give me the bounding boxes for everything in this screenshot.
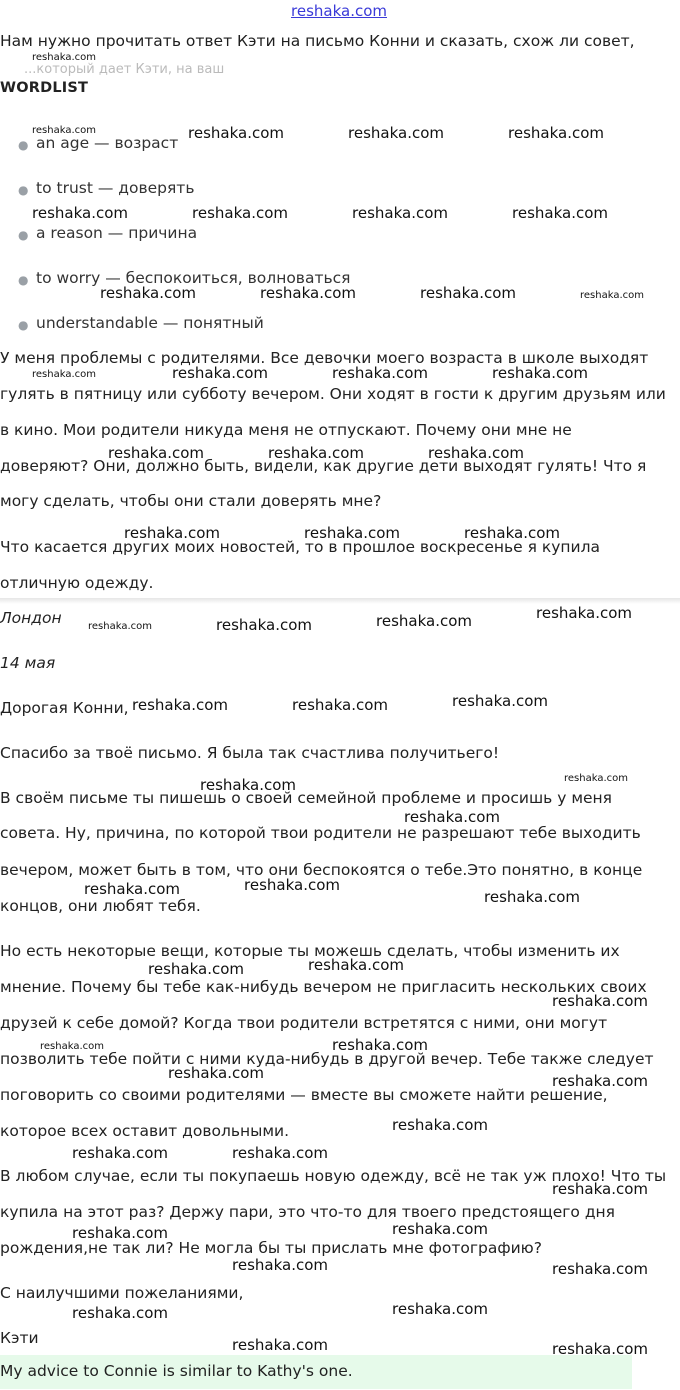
kathy-letter-line: которое всех оставит довольными. [0, 1122, 290, 1140]
bullet-icon: ● [18, 273, 29, 287]
kathy-letter-line: рождения,не так ли? Не могла бы ты прислать мне фотографию? [0, 1239, 542, 1257]
watermark: reshaka.com [32, 204, 128, 222]
watermark: reshaka.com [124, 524, 220, 542]
kathy-letter-line: Спасибо за твоё письмо. Я была так счастлива получитьего! [0, 744, 500, 762]
watermark: reshaka.com [332, 1036, 428, 1054]
wordlist-item: to trust — доверять [36, 179, 195, 197]
bullet-icon: ● [18, 138, 29, 152]
watermark: reshaka.com [188, 124, 284, 142]
watermark: reshaka.com [72, 1304, 168, 1322]
watermark: reshaka.com [392, 1116, 488, 1134]
kathy-letter-line: Дорогая Конни, [0, 699, 129, 717]
kathy-letter-signature: Кэти [0, 1329, 39, 1347]
bullet-icon: ● [18, 228, 29, 242]
kathy-letter-line: купила на этот раз? Держу пари, это что-то для твоего предстоящего дня [0, 1203, 615, 1221]
watermark: reshaka.com [392, 1300, 488, 1318]
watermark: reshaka.com [376, 612, 472, 630]
watermark: reshaka.com [552, 1340, 648, 1358]
watermark: reshaka.com [508, 124, 604, 142]
watermark: reshaka.com [232, 1336, 328, 1354]
watermark: reshaka.com [464, 524, 560, 542]
watermark: reshaka.com [492, 364, 588, 382]
watermark: reshaka.com [536, 604, 632, 622]
watermark: reshaka.com [84, 880, 180, 898]
watermark: reshaka.com [292, 696, 388, 714]
kathy-letter-line: концов, они любят тебя. [0, 897, 201, 915]
kathy-letter-line: В любом случае, если ты покупаешь новую одежду, всё не так уж плохо! Что ты [0, 1167, 667, 1185]
watermark: reshaka.com [32, 125, 96, 136]
watermark: reshaka.com [392, 1220, 488, 1238]
kathy-letter-line: Но есть некоторые вещи, которые ты можешь сделать, чтобы изменить их [0, 942, 620, 960]
watermark: reshaka.com [428, 444, 524, 462]
bullet-icon: ● [18, 318, 29, 332]
watermark: reshaka.com [352, 204, 448, 222]
watermark: reshaka.com [32, 52, 96, 63]
watermark: reshaka.com [132, 696, 228, 714]
connie-letter-line: гулять в пятницу или субботу вечером. Они ходят в гости к другим друзьям или [0, 385, 666, 403]
watermark: reshaka.com [148, 960, 244, 978]
watermark: reshaka.com [232, 1144, 328, 1162]
watermark: reshaka.com [108, 444, 204, 462]
connie-letter-line: в кино. Мои родители никуда меня не отпускают. Почему они мне не [0, 421, 572, 439]
connie-letter-line: Что касается других моих новостей, то в прошлое воскресенье я купила [0, 538, 600, 556]
watermark: reshaka.com [332, 364, 428, 382]
letter-date: 14 мая [0, 654, 56, 672]
wordlist-item: a reason — причина [36, 224, 198, 242]
watermark: reshaka.com [348, 124, 444, 142]
watermark: reshaka.com [40, 1041, 104, 1052]
watermark: reshaka.com [72, 1144, 168, 1162]
watermark: reshaka.com [216, 616, 312, 634]
kathy-letter-line: друзей к себе домой? Когда твои родители встретятся с ними, они могут [0, 1014, 608, 1032]
watermark: reshaka.com [100, 284, 196, 302]
answer-text: My advice to Connie is similar to Kathy's one. [0, 1362, 353, 1380]
site-link[interactable]: reshaka.com [291, 2, 387, 20]
connie-letter-line: доверяют? Они, должно быть, видели, как другие дети выходят гулять! Что я [0, 457, 647, 475]
watermark: reshaka.com [200, 776, 296, 794]
wordlist-item: an age — возраст [36, 134, 179, 152]
watermark: reshaka.com [552, 1072, 648, 1090]
watermark: reshaka.com [244, 876, 340, 894]
watermark: reshaka.com [452, 692, 548, 710]
kathy-letter-line: С наилучшими пожеланиями, [0, 1284, 244, 1302]
watermark: reshaka.com [232, 1256, 328, 1274]
kathy-letter-line: поговорить со своими родителями — вместе вы сможете найти решение, [0, 1086, 608, 1104]
wordlist-title: WORDLIST [0, 80, 89, 96]
connie-letter-line: отличную одежду. [0, 574, 154, 592]
watermark: reshaka.com [88, 621, 152, 632]
watermark: reshaka.com [484, 888, 580, 906]
watermark: reshaka.com [308, 956, 404, 974]
kathy-letter-line: вечером, может быть в том, что они беспокоятся о тебе.Это понятно, в конце [0, 861, 643, 879]
watermark: reshaka.com [168, 1064, 264, 1082]
intro-text: Нам нужно прочитать ответ Кэти на письмо Конни и сказать, схож ли совет, [0, 32, 635, 50]
kathy-letter-line: позволить тебе пойти с ними куда-нибудь в другой вечер. Тебе также следует [0, 1050, 654, 1068]
watermark: reshaka.com [32, 369, 96, 380]
letter-place: Лондон [0, 609, 62, 627]
watermark: reshaka.com [268, 444, 364, 462]
watermark: reshaka.com [512, 204, 608, 222]
watermark: reshaka.com [172, 364, 268, 382]
connie-letter-line: У меня проблемы с родителями. Все девочки моего возраста в школе выходят [0, 349, 649, 367]
watermark: reshaka.com [564, 773, 628, 784]
watermark: reshaka.com [304, 524, 400, 542]
watermark: reshaka.com [580, 290, 644, 301]
wordlist-item: to worry — беспокоиться, волноваться [36, 269, 351, 287]
watermark: reshaka.com [420, 284, 516, 302]
watermark: reshaka.com [552, 1180, 648, 1198]
kathy-letter-line: В своём письме ты пишешь о своей семейной проблеме и просишь у меня [0, 789, 613, 807]
watermark: reshaka.com [260, 284, 356, 302]
wordlist-item: understandable — понятный [36, 314, 264, 332]
watermark: reshaka.com [192, 204, 288, 222]
kathy-letter-line: мнение. Почему бы тебе как-нибудь вечером не пригласить нескольких своих [0, 978, 647, 996]
intro-partial-line: ...который дает Кэти, на ваш [24, 62, 225, 77]
watermark: reshaka.com [552, 1260, 648, 1278]
kathy-letter-line: совета. Ну, причина, по которой твои родители не разрешают тебе выходить [0, 824, 641, 842]
connie-letter-line: могу сделать, чтобы они стали доверять мне? [0, 492, 382, 510]
watermark: reshaka.com [552, 992, 648, 1010]
watermark: reshaka.com [72, 1224, 168, 1242]
bullet-icon: ● [18, 183, 29, 197]
watermark: reshaka.com [404, 808, 500, 826]
